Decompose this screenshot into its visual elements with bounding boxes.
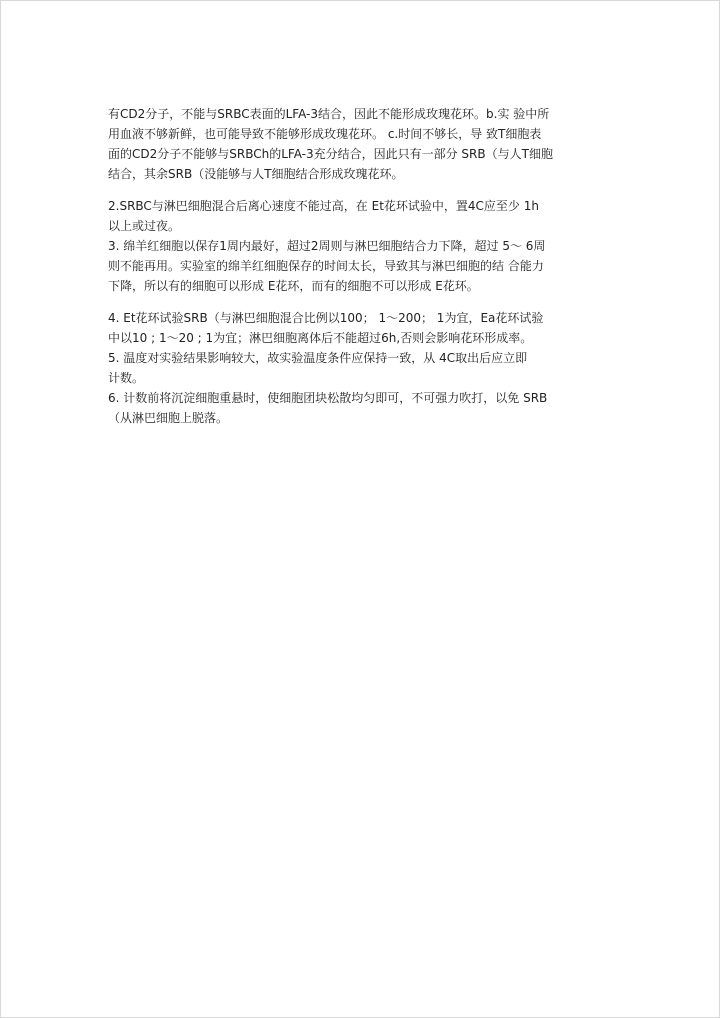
text-line: 则不能再用。实验室的绵羊红细胞保存的时间太长，导致其与淋巴细胞的结 合能力 — [108, 259, 544, 273]
text-line: 3. 绵羊红细胞以保存1周内最好，超过2周则与淋巴细胞结合力下降，超过 5～ 6周 — [108, 239, 546, 253]
text-line: 6. 计数前将沉淀细胞重悬时，使细胞团块松散均匀即可，不可强力吹打，以免 SRB — [108, 391, 548, 405]
text-line: 计数。 — [108, 371, 145, 385]
text-line: 4. Et花环试验SRB（与淋巴细胞混合比例以100； 1～200； 1为宜，Ea花环试验 — [108, 311, 544, 325]
paragraph-notes-2-3 — [108, 196, 628, 296]
text-line: 2.SRBC与淋巴细胞混合后离心速度不能过高，在 Et花环试验中，置4C应至少 1h — [108, 199, 539, 213]
text-line: 结合，其余SRB（没能够与人T细胞结合形成玫瑰花环。 — [108, 167, 404, 181]
paragraph-rosette-causes — [108, 104, 628, 184]
document-body — [108, 104, 628, 428]
text-line: 面的CD2分子不能够与SRBCh的LFA-3充分结合，因此只有一部分 SRB（与人T细胞 — [108, 147, 553, 161]
text-line: （从淋巴细胞上脱落。 — [108, 411, 229, 425]
text-line: 以上或过夜。 — [108, 219, 181, 233]
paragraph-gap — [108, 184, 628, 196]
paragraph-gap — [108, 296, 628, 308]
text-line: 用血液不够新鲜，也可能导致不能够形成玫瑰花环。 c.时间不够长，导 致T细胞表 — [108, 127, 542, 141]
text-line: 下降，所以有的细胞可以形成 E花环，而有的细胞不可以形成 E花环。 — [108, 279, 479, 293]
text-line: 有CD2分子，不能与SRBC表面的LFA-3结合，因此不能形成玫瑰花环。b.实 验中所 — [108, 107, 550, 121]
paragraph-notes-4-6 — [108, 308, 628, 428]
text-line: 5. 温度对实验结果影响较大，故实验温度条件应保持一致，从 4C取出后应立即 — [108, 351, 528, 365]
text-line: 中以10 ; 1～20 ; 1为宜；淋巴细胞离体后不能超过6h,否则会影响花环形成率。 — [108, 331, 533, 345]
